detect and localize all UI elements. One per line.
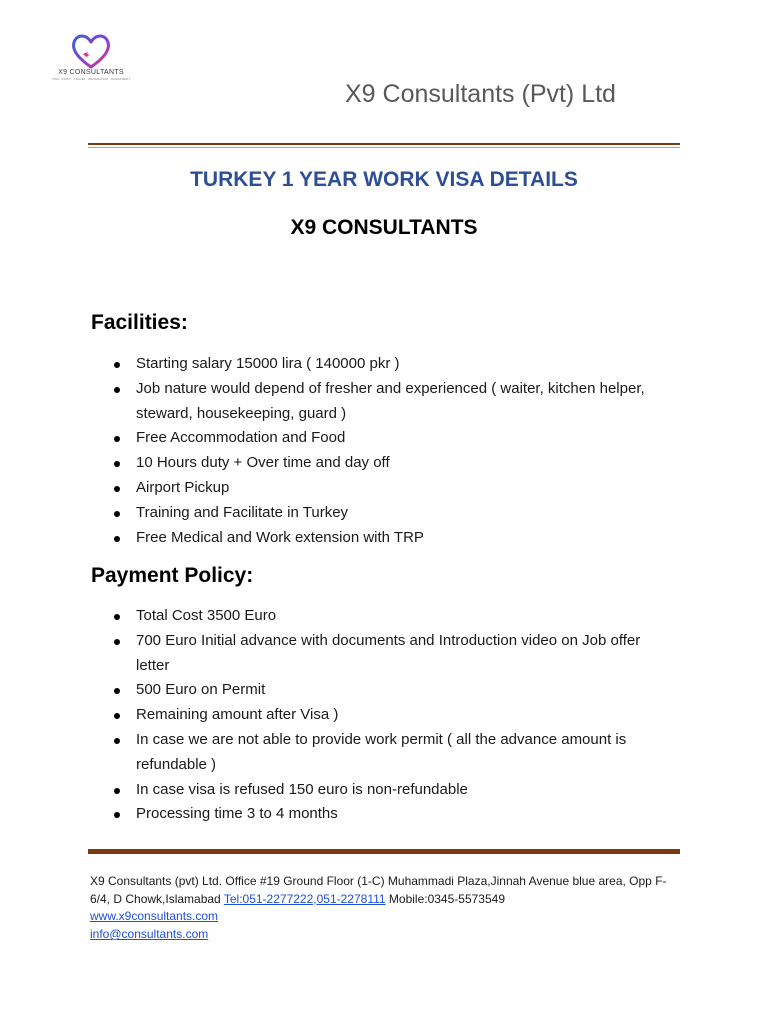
- list-item-text: Processing time 3 to 4 months: [136, 805, 338, 823]
- bullet-icon: [114, 511, 120, 517]
- footer-address: X9 Consultants (pvt) Ltd. Office #19 Ground Floor (1-C) Muhammadi Plaza,Jinnah Avenue blue area, Opp F-6/4, D Chowk,Islamabad: [90, 874, 667, 906]
- list-item-text: 10 Hours duty + Over time and day off: [136, 454, 390, 472]
- payment-policy-list: [91, 604, 661, 827]
- facilities-list: [91, 352, 661, 550]
- payment-policy-heading: Payment Policy:: [91, 564, 254, 587]
- bullet-icon: [114, 486, 120, 492]
- list-item: [91, 352, 661, 377]
- list-item: [91, 426, 661, 451]
- list-item-text: In case we are not able to provide work permit ( all the advance amount is refundable ): [136, 730, 627, 773]
- phone-link[interactable]: Tel:051-2277222,051-2278111: [223, 891, 386, 906]
- footer-mobile: Mobile:0345-5573549: [385, 891, 505, 906]
- list-item: [91, 451, 661, 476]
- list-item: [91, 802, 661, 827]
- bullet-icon: [114, 788, 120, 794]
- facilities-heading: Facilities:: [91, 311, 188, 334]
- list-item-text: 700 Euro Initial advance with documents and Introduction video on Job offer letter: [136, 631, 641, 674]
- list-item: [91, 377, 661, 427]
- list-item: [91, 629, 661, 679]
- company-title: X9 Consultants (Pvt) Ltd: [345, 80, 616, 108]
- bullet-icon: [114, 614, 120, 620]
- list-item-text: Starting salary 15000 lira ( 140000 pkr ): [136, 355, 400, 372]
- list-item: [91, 778, 661, 803]
- list-item: [91, 476, 661, 501]
- bullet-icon: [114, 688, 120, 694]
- heart-logo-icon: [69, 32, 113, 70]
- list-item-text: Free Medical and Work extension with TRP: [136, 528, 424, 546]
- logo-tagline: VISA · STUDY · TRAVEL · IMMIGRATION · INVESTMENT: [52, 77, 130, 81]
- bullet-icon: [114, 436, 120, 442]
- bullet-icon: [114, 738, 120, 744]
- list-item: [91, 501, 661, 526]
- bullet-icon: [114, 536, 120, 542]
- bullet-icon: [114, 812, 120, 818]
- document-title: TURKEY 1 YEAR WORK VISA DETAILS: [190, 168, 578, 191]
- list-item: [91, 604, 661, 629]
- bullet-icon: [114, 387, 120, 393]
- list-item-text: Training and Facilitate in Turkey: [136, 503, 349, 521]
- list-item-text: Free Accommodation and Food: [136, 429, 346, 447]
- bullet-icon: [114, 461, 120, 467]
- list-item-text: Total Cost 3500 Euro: [136, 607, 277, 624]
- header-divider: [88, 143, 680, 149]
- document-subtitle: X9 CONSULTANTS: [290, 216, 478, 239]
- logo-name: X9 CONSULTANTS: [58, 69, 124, 76]
- list-item-text: Remaining amount after Visa ): [136, 706, 339, 724]
- list-item-text: Airport Pickup: [136, 478, 230, 496]
- list-item-text: 500 Euro on Permit: [136, 681, 266, 699]
- list-item-text: In case visa is refused 150 euro is non-refundable: [136, 780, 468, 798]
- bullet-icon: [114, 362, 120, 368]
- footer: [90, 873, 680, 944]
- footer-divider: [88, 849, 680, 854]
- list-item: [91, 526, 661, 551]
- list-item-text: Job nature would depend of fresher and experienced ( waiter, kitchen helper, steward, housekeeping, guard ): [136, 379, 645, 422]
- list-item: [91, 703, 661, 728]
- list-item: [91, 678, 661, 703]
- bullet-icon: [114, 639, 120, 645]
- list-item: [91, 728, 661, 778]
- company-logo: [52, 32, 130, 96]
- bullet-icon: [114, 713, 120, 719]
- website-link[interactable]: www.x9consultants.com: [90, 909, 219, 924]
- email-link[interactable]: info@consultants.com: [90, 927, 209, 942]
